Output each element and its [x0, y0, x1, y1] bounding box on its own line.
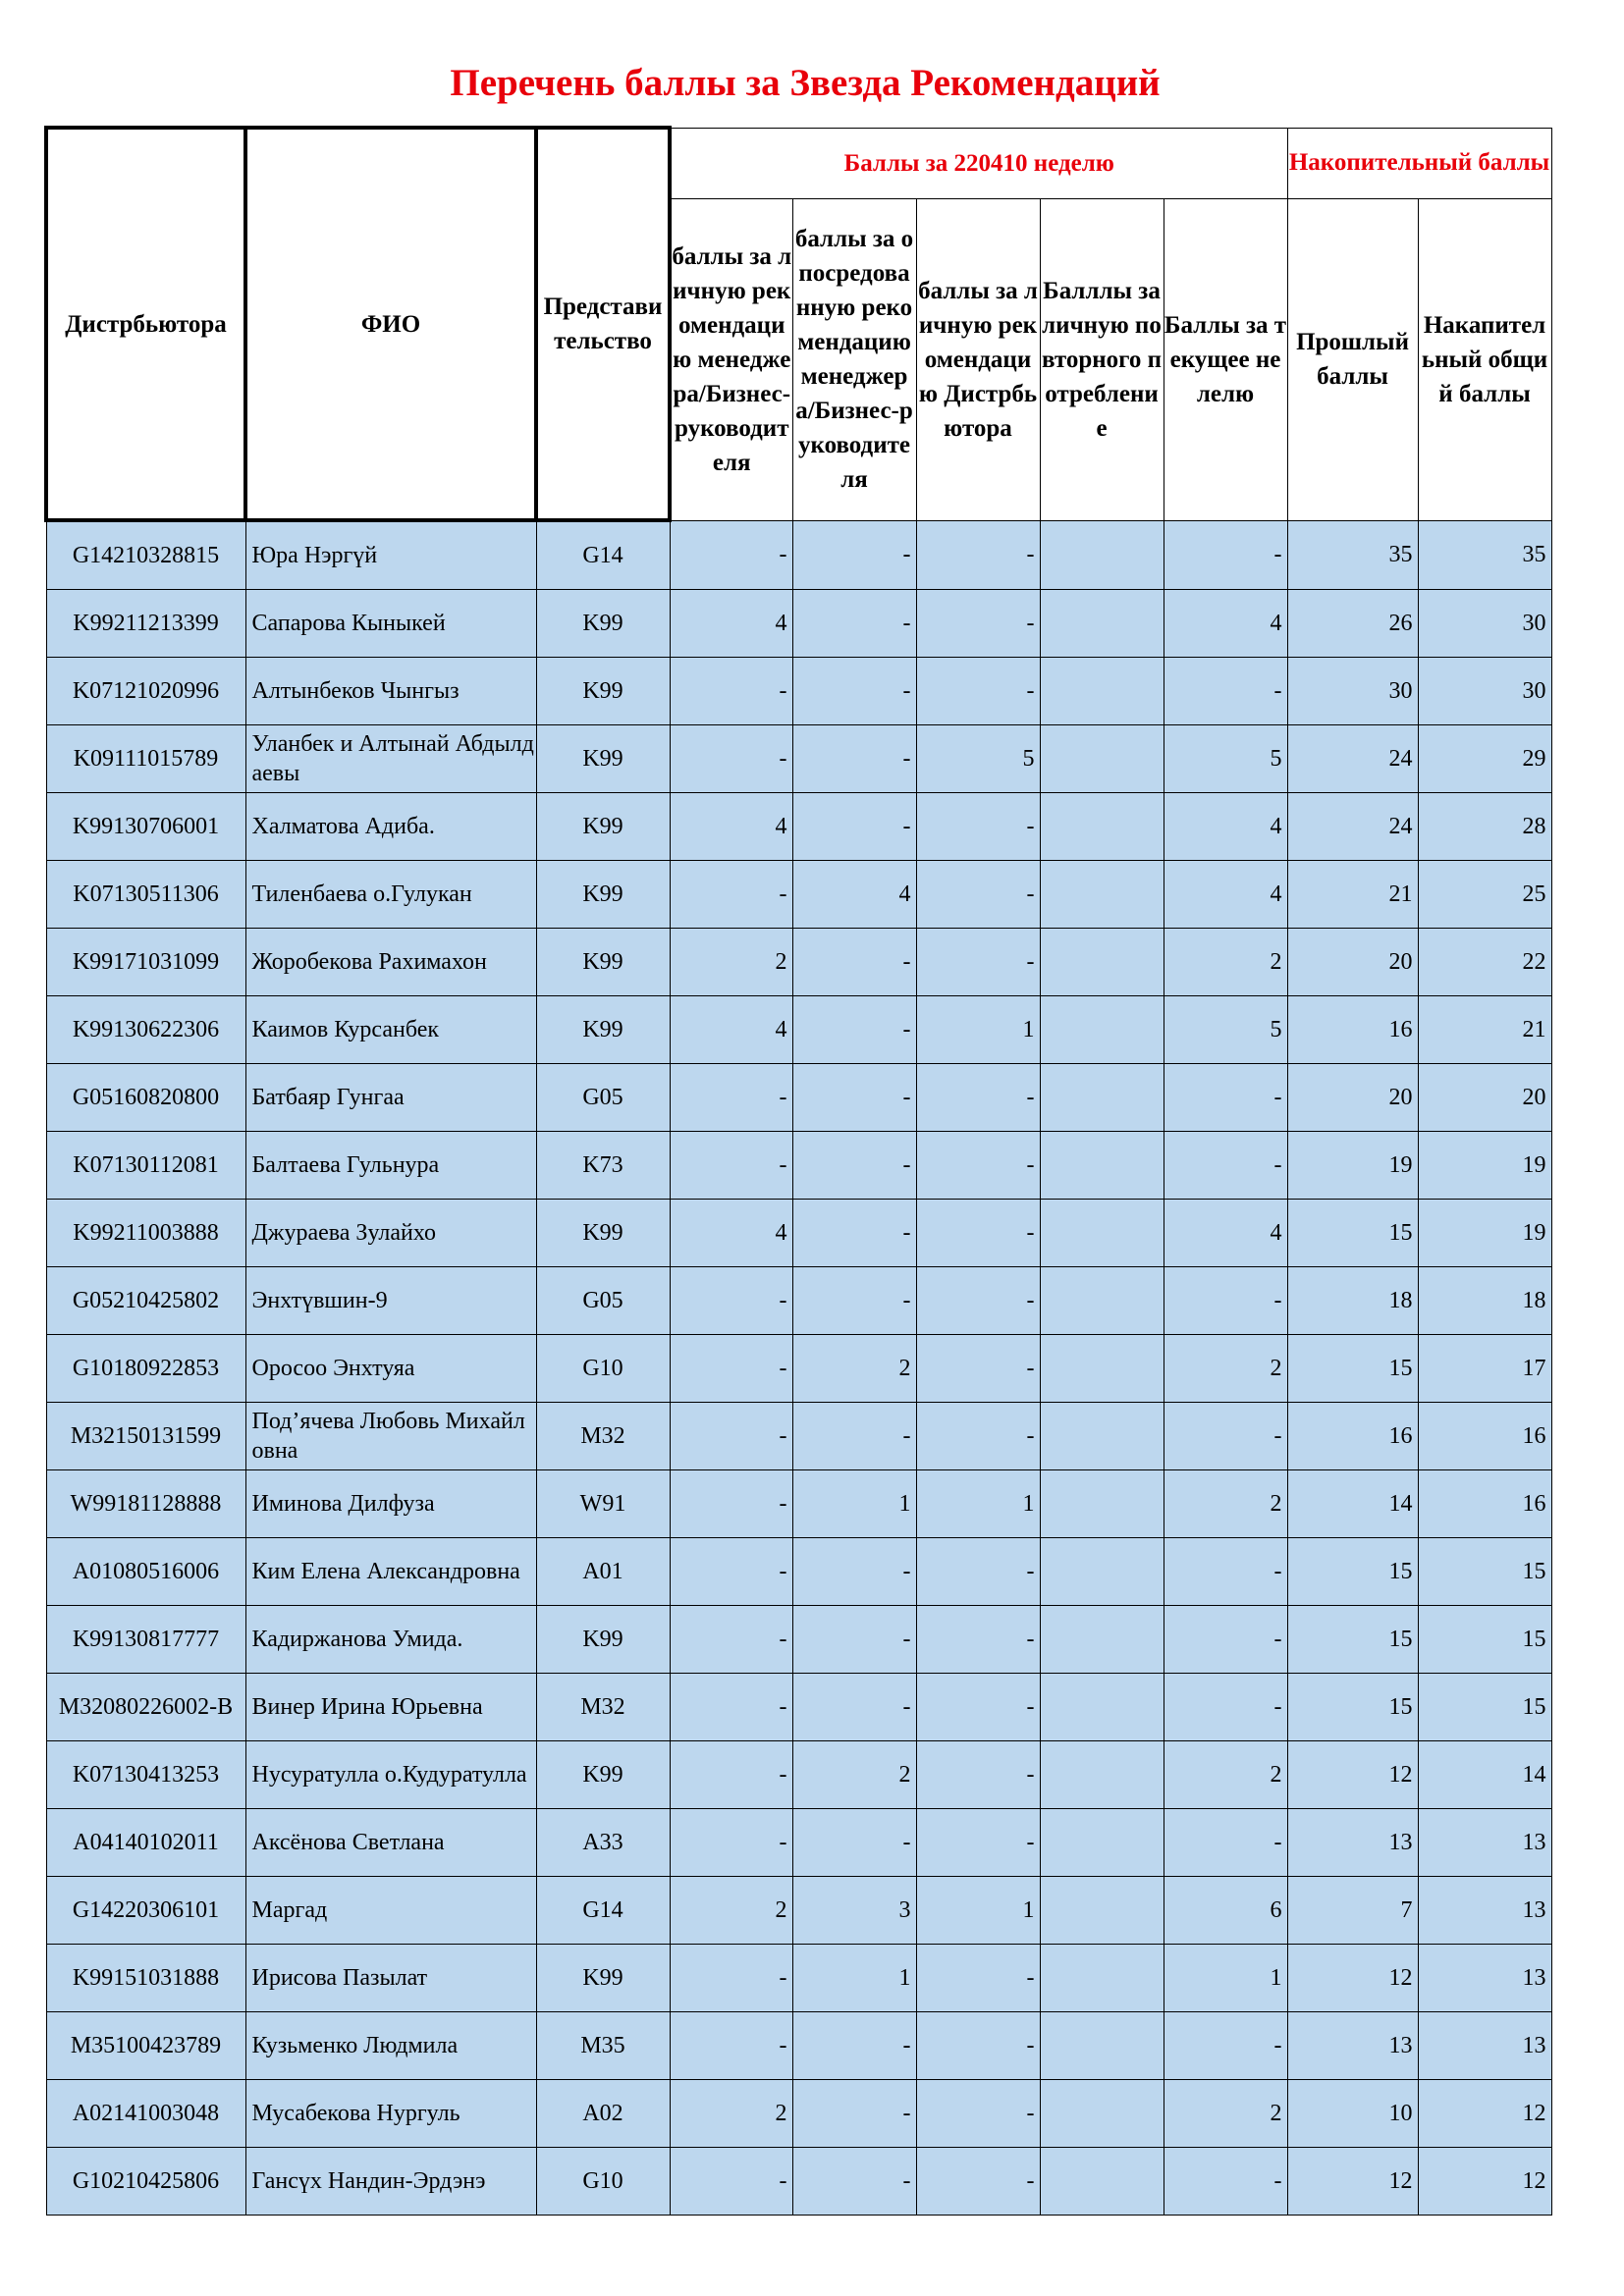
cell-repeat-personal: [1040, 1674, 1164, 1741]
cell-past-points: 16: [1287, 1403, 1418, 1470]
cell-fio: Джураева Зулайхо: [245, 1200, 536, 1267]
cell-indirect-manager: -: [792, 2012, 916, 2080]
cell-total-points: 35: [1418, 520, 1551, 590]
cell-indirect-manager: -: [792, 725, 916, 793]
table-row: [46, 2080, 1551, 2148]
cell-fio: Маргад: [245, 1877, 536, 1945]
table-row: [46, 520, 1551, 590]
cell-personal-distributor: -: [916, 929, 1040, 996]
cell-personal-distributor: -: [916, 1674, 1040, 1741]
cell-indirect-manager: -: [792, 2080, 916, 2148]
cell-repeat-personal: [1040, 1741, 1164, 1809]
cell-past-points: 15: [1287, 1606, 1418, 1674]
cell-personal-manager: 2: [670, 929, 792, 996]
cell-personal-manager: 4: [670, 1200, 792, 1267]
header-current-week: Баллы за текущее нелелю: [1164, 198, 1287, 520]
cell-past-points: 19: [1287, 1132, 1418, 1200]
header-indirect-manager: баллы за опосредованную рекомендацию менеджера/Бизнес-руководителя: [792, 198, 916, 520]
cell-total-points: 30: [1418, 658, 1551, 725]
cell-personal-manager: 2: [670, 2080, 792, 2148]
cell-past-points: 12: [1287, 1741, 1418, 1809]
cell-repeat-personal: [1040, 1606, 1164, 1674]
cell-personal-manager: 4: [670, 793, 792, 861]
cell-total-points: 17: [1418, 1335, 1551, 1403]
cell-personal-distributor: -: [916, 861, 1040, 929]
table-row: [46, 1809, 1551, 1877]
cell-past-points: 21: [1287, 861, 1418, 929]
cell-indirect-manager: -: [792, 658, 916, 725]
cell-distributor-id: G14210328815: [46, 520, 245, 590]
cell-current-week: 5: [1164, 725, 1287, 793]
cell-repeat-personal: [1040, 1470, 1164, 1538]
cell-current-week: -: [1164, 1538, 1287, 1606]
cell-personal-manager: -: [670, 861, 792, 929]
page-title: Перечень баллы за Звезда Рекомендаций: [450, 62, 1161, 104]
header-office: Представительство: [536, 128, 670, 520]
cell-current-week: -: [1164, 520, 1287, 590]
cell-distributor-id: K99211213399: [46, 590, 245, 658]
cell-personal-manager: -: [670, 1809, 792, 1877]
cell-distributor-id: G14220306101: [46, 1877, 245, 1945]
cell-personal-manager: -: [670, 1335, 792, 1403]
cell-current-week: 4: [1164, 793, 1287, 861]
cell-repeat-personal: [1040, 1132, 1164, 1200]
table-row: [46, 1064, 1551, 1132]
cell-total-points: 21: [1418, 996, 1551, 1064]
cell-office: G14: [536, 1877, 670, 1945]
cell-personal-manager: -: [670, 1064, 792, 1132]
cell-distributor-id: K99151031888: [46, 1945, 245, 2012]
cell-repeat-personal: [1040, 2012, 1164, 2080]
cell-total-points: 13: [1418, 2012, 1551, 2080]
cell-office: K99: [536, 658, 670, 725]
cell-office: K73: [536, 1132, 670, 1200]
cell-personal-distributor: -: [916, 1200, 1040, 1267]
header-personal-distributor: баллы за личную рекомендацию Дистрбьютора: [916, 198, 1040, 520]
cell-past-points: 13: [1287, 1809, 1418, 1877]
cell-repeat-personal: [1040, 725, 1164, 793]
cell-distributor-id: K99211003888: [46, 1200, 245, 1267]
cell-fio: Каимов Курсанбек: [245, 996, 536, 1064]
cell-current-week: -: [1164, 658, 1287, 725]
cell-distributor-id: G05210425802: [46, 1267, 245, 1335]
cell-distributor-id: M32150131599: [46, 1403, 245, 1470]
cell-personal-distributor: 1: [916, 996, 1040, 1064]
cell-distributor-id: M32080226002-B: [46, 1674, 245, 1741]
cell-office: W91: [536, 1470, 670, 1538]
cell-repeat-personal: [1040, 929, 1164, 996]
cell-past-points: 24: [1287, 725, 1418, 793]
cell-fio: Мусабекова Нургуль: [245, 2080, 536, 2148]
cell-total-points: 19: [1418, 1132, 1551, 1200]
cell-personal-manager: -: [670, 1538, 792, 1606]
cell-fio: Под’ячева Любовь Михайловна: [245, 1403, 536, 1470]
cell-total-points: 30: [1418, 590, 1551, 658]
cell-office: K99: [536, 1200, 670, 1267]
table-row: [46, 861, 1551, 929]
cell-repeat-personal: [1040, 2080, 1164, 2148]
cell-indirect-manager: -: [792, 1132, 916, 1200]
cell-office: K99: [536, 1741, 670, 1809]
cell-fio: Жоробекова Рахимахон: [245, 929, 536, 996]
cell-personal-distributor: -: [916, 793, 1040, 861]
cell-personal-distributor: 5: [916, 725, 1040, 793]
cell-personal-distributor: -: [916, 1064, 1040, 1132]
cell-distributor-id: G10210425806: [46, 2148, 245, 2216]
cell-personal-manager: 2: [670, 1877, 792, 1945]
cell-repeat-personal: [1040, 590, 1164, 658]
cell-fio: Юра Нэргүй: [245, 520, 536, 590]
cell-office: A01: [536, 1538, 670, 1606]
cell-total-points: 14: [1418, 1741, 1551, 1809]
cell-fio: Ким Елена Александровна: [245, 1538, 536, 1606]
cell-office: K99: [536, 1945, 670, 2012]
cell-fio: Сапарова Кыныкей: [245, 590, 536, 658]
cell-repeat-personal: [1040, 1200, 1164, 1267]
cell-repeat-personal: [1040, 1945, 1164, 2012]
cell-personal-manager: -: [670, 2012, 792, 2080]
cell-total-points: 18: [1418, 1267, 1551, 1335]
cell-indirect-manager: -: [792, 2148, 916, 2216]
cell-fio: Кузьменко Людмила: [245, 2012, 536, 2080]
header-fio: ФИО: [245, 128, 536, 520]
cell-current-week: -: [1164, 1809, 1287, 1877]
cell-past-points: 10: [1287, 2080, 1418, 2148]
cell-fio: Иминова Дилфуза: [245, 1470, 536, 1538]
cell-personal-distributor: 1: [916, 1470, 1040, 1538]
cell-past-points: 18: [1287, 1267, 1418, 1335]
cell-current-week: -: [1164, 1606, 1287, 1674]
cell-indirect-manager: -: [792, 793, 916, 861]
cell-indirect-manager: -: [792, 1809, 916, 1877]
cell-office: G14: [536, 520, 670, 590]
cell-personal-distributor: -: [916, 590, 1040, 658]
header-personal-manager: баллы за личную рекомендацию менеджера/Бизнес-руководителя: [670, 198, 792, 520]
cell-current-week: 2: [1164, 1741, 1287, 1809]
table-row: [46, 1945, 1551, 2012]
cell-fio: Оросоо Энхтуяа: [245, 1335, 536, 1403]
cell-past-points: 20: [1287, 929, 1418, 996]
cell-fio: Балтаева Гульнура: [245, 1132, 536, 1200]
cell-current-week: -: [1164, 1674, 1287, 1741]
cell-current-week: 2: [1164, 929, 1287, 996]
cell-indirect-manager: 2: [792, 1741, 916, 1809]
cell-past-points: 15: [1287, 1335, 1418, 1403]
cell-total-points: 19: [1418, 1200, 1551, 1267]
cell-distributor-id: K99130622306: [46, 996, 245, 1064]
cell-office: G10: [536, 2148, 670, 2216]
cell-personal-distributor: -: [916, 1335, 1040, 1403]
cell-distributor-id: G05160820800: [46, 1064, 245, 1132]
cell-past-points: 12: [1287, 1945, 1418, 2012]
cell-total-points: 20: [1418, 1064, 1551, 1132]
cell-personal-manager: -: [670, 1674, 792, 1741]
cell-personal-manager: -: [670, 658, 792, 725]
cell-fio: Тиленбаева о.Гулукан: [245, 861, 536, 929]
cell-indirect-manager: -: [792, 1538, 916, 1606]
table-row: [46, 1606, 1551, 1674]
cell-fio: Халматова Адиба.: [245, 793, 536, 861]
cell-current-week: -: [1164, 2148, 1287, 2216]
cell-current-week: 5: [1164, 996, 1287, 1064]
cell-personal-distributor: -: [916, 1945, 1040, 2012]
table-row: [46, 1470, 1551, 1538]
cell-indirect-manager: 1: [792, 1470, 916, 1538]
cell-personal-distributor: -: [916, 1809, 1040, 1877]
cell-distributor-id: K09111015789: [46, 725, 245, 793]
cell-distributor-id: K07130112081: [46, 1132, 245, 1200]
cell-fio: Ирисова Пазылат: [245, 1945, 536, 2012]
cell-repeat-personal: [1040, 2148, 1164, 2216]
cell-indirect-manager: -: [792, 1403, 916, 1470]
cell-past-points: 15: [1287, 1538, 1418, 1606]
cell-repeat-personal: [1040, 658, 1164, 725]
cell-indirect-manager: -: [792, 590, 916, 658]
cell-personal-distributor: 1: [916, 1877, 1040, 1945]
cell-personal-distributor: -: [916, 1403, 1040, 1470]
cell-repeat-personal: [1040, 1335, 1164, 1403]
cell-total-points: 22: [1418, 929, 1551, 996]
cell-fio: Нусуратулла о.Кудуратулла: [245, 1741, 536, 1809]
cell-indirect-manager: 2: [792, 1335, 916, 1403]
cell-distributor-id: A02141003048: [46, 2080, 245, 2148]
cell-office: K99: [536, 929, 670, 996]
cell-personal-distributor: -: [916, 1267, 1040, 1335]
table-row: [46, 996, 1551, 1064]
table-row: [46, 793, 1551, 861]
cell-current-week: 2: [1164, 2080, 1287, 2148]
cell-office: G10: [536, 1335, 670, 1403]
cell-personal-manager: -: [670, 1945, 792, 2012]
cell-current-week: 2: [1164, 1470, 1287, 1538]
cell-indirect-manager: 4: [792, 861, 916, 929]
cell-past-points: 13: [1287, 2012, 1418, 2080]
cell-personal-manager: 4: [670, 590, 792, 658]
cell-current-week: 4: [1164, 1200, 1287, 1267]
cell-office: K99: [536, 861, 670, 929]
cell-distributor-id: W99181128888: [46, 1470, 245, 1538]
cell-personal-manager: -: [670, 1403, 792, 1470]
cell-indirect-manager: 3: [792, 1877, 916, 1945]
header-repeat-personal: Балллы за личную повторного потребление: [1040, 198, 1164, 520]
cell-fio: Энхтүвшин-9: [245, 1267, 536, 1335]
table-row: [46, 1200, 1551, 1267]
cell-personal-distributor: -: [916, 1741, 1040, 1809]
cell-office: K99: [536, 793, 670, 861]
cell-current-week: -: [1164, 1403, 1287, 1470]
cell-past-points: 15: [1287, 1200, 1418, 1267]
cell-personal-manager: -: [670, 1606, 792, 1674]
table-row: [46, 1403, 1551, 1470]
cell-past-points: 14: [1287, 1470, 1418, 1538]
cell-current-week: 1: [1164, 1945, 1287, 2012]
cell-personal-manager: -: [670, 2148, 792, 2216]
header-week-group: Баллы за 220410 неделю: [670, 128, 1287, 198]
cell-personal-distributor: -: [916, 2148, 1040, 2216]
cell-personal-manager: 4: [670, 996, 792, 1064]
cell-distributor-id: A04140102011: [46, 1809, 245, 1877]
cell-repeat-personal: [1040, 793, 1164, 861]
table-row: [46, 929, 1551, 996]
header-cumulative-group: Накопительный баллы: [1287, 128, 1551, 198]
cell-distributor-id: A01080516006: [46, 1538, 245, 1606]
cell-office: M32: [536, 1403, 670, 1470]
cell-past-points: 15: [1287, 1674, 1418, 1741]
table-header: [46, 128, 1551, 520]
cell-current-week: 2: [1164, 1335, 1287, 1403]
cell-indirect-manager: -: [792, 1674, 916, 1741]
cell-personal-distributor: -: [916, 1538, 1040, 1606]
cell-past-points: 30: [1287, 658, 1418, 725]
cell-current-week: 6: [1164, 1877, 1287, 1945]
cell-distributor-id: K07130413253: [46, 1741, 245, 1809]
table-row: [46, 1132, 1551, 1200]
cell-personal-manager: -: [670, 1132, 792, 1200]
cell-repeat-personal: [1040, 1267, 1164, 1335]
cell-indirect-manager: -: [792, 1064, 916, 1132]
cell-repeat-personal: [1040, 1538, 1164, 1606]
table-row: [46, 2012, 1551, 2080]
cell-repeat-personal: [1040, 996, 1164, 1064]
cell-personal-manager: -: [670, 520, 792, 590]
cell-total-points: 16: [1418, 1470, 1551, 1538]
cell-total-points: 15: [1418, 1674, 1551, 1741]
cell-past-points: 26: [1287, 590, 1418, 658]
cell-fio: Винер Ирина Юрьевна: [245, 1674, 536, 1741]
cell-office: A33: [536, 1809, 670, 1877]
cell-office: K99: [536, 590, 670, 658]
cell-past-points: 16: [1287, 996, 1418, 1064]
cell-fio: Алтынбеков Чынгыз: [245, 658, 536, 725]
cell-total-points: 15: [1418, 1538, 1551, 1606]
cell-total-points: 29: [1418, 725, 1551, 793]
cell-distributor-id: K99130817777: [46, 1606, 245, 1674]
points-table: [44, 126, 1552, 2216]
cell-current-week: 4: [1164, 861, 1287, 929]
table-row: [46, 1538, 1551, 1606]
cell-past-points: 35: [1287, 520, 1418, 590]
cell-office: M35: [536, 2012, 670, 2080]
cell-office: M32: [536, 1674, 670, 1741]
cell-total-points: 13: [1418, 1809, 1551, 1877]
cell-repeat-personal: [1040, 1809, 1164, 1877]
cell-repeat-personal: [1040, 1403, 1164, 1470]
cell-office: G05: [536, 1064, 670, 1132]
cell-indirect-manager: -: [792, 929, 916, 996]
cell-fio: Кадиржанова Умида.: [245, 1606, 536, 1674]
cell-personal-distributor: -: [916, 1606, 1040, 1674]
cell-total-points: 25: [1418, 861, 1551, 929]
cell-indirect-manager: -: [792, 520, 916, 590]
table-row: [46, 1674, 1551, 1741]
cell-total-points: 15: [1418, 1606, 1551, 1674]
cell-personal-manager: -: [670, 1470, 792, 1538]
table-row: [46, 725, 1551, 793]
cell-current-week: -: [1164, 1267, 1287, 1335]
cell-office: K99: [536, 996, 670, 1064]
cell-past-points: 24: [1287, 793, 1418, 861]
header-past-points: Прошлый баллы: [1287, 198, 1418, 520]
cell-repeat-personal: [1040, 520, 1164, 590]
cell-total-points: 28: [1418, 793, 1551, 861]
header-total-points: Накапительный общий баллы: [1418, 198, 1551, 520]
cell-current-week: -: [1164, 1064, 1287, 1132]
cell-personal-distributor: -: [916, 2012, 1040, 2080]
cell-distributor-id: K99171031099: [46, 929, 245, 996]
table-row: [46, 1335, 1551, 1403]
cell-distributor-id: K07130511306: [46, 861, 245, 929]
cell-office: G05: [536, 1267, 670, 1335]
cell-distributor-id: K07121020996: [46, 658, 245, 725]
cell-personal-manager: -: [670, 1267, 792, 1335]
cell-personal-manager: -: [670, 725, 792, 793]
cell-personal-manager: -: [670, 1741, 792, 1809]
cell-current-week: -: [1164, 1132, 1287, 1200]
cell-distributor-id: K99130706001: [46, 793, 245, 861]
cell-past-points: 7: [1287, 1877, 1418, 1945]
cell-repeat-personal: [1040, 1877, 1164, 1945]
cell-total-points: 13: [1418, 1877, 1551, 1945]
cell-past-points: 20: [1287, 1064, 1418, 1132]
header-distributor: Дистрбьютора: [46, 128, 245, 520]
cell-office: K99: [536, 725, 670, 793]
cell-office: A02: [536, 2080, 670, 2148]
cell-fio: Гансүх Нандин-Эрдэнэ: [245, 2148, 536, 2216]
cell-fio: Батбаяр Гунгаа: [245, 1064, 536, 1132]
cell-repeat-personal: [1040, 861, 1164, 929]
cell-indirect-manager: -: [792, 1200, 916, 1267]
cell-distributor-id: M35100423789: [46, 2012, 245, 2080]
cell-indirect-manager: -: [792, 996, 916, 1064]
cell-total-points: 13: [1418, 1945, 1551, 2012]
cell-personal-distributor: -: [916, 1132, 1040, 1200]
table-body: [46, 520, 1551, 2216]
table-row: [46, 1267, 1551, 1335]
cell-indirect-manager: -: [792, 1606, 916, 1674]
cell-personal-distributor: -: [916, 520, 1040, 590]
cell-personal-distributor: -: [916, 658, 1040, 725]
table-row: [46, 1877, 1551, 1945]
cell-office: K99: [536, 1606, 670, 1674]
cell-fio: Уланбек и Алтынай Абдылдаевы: [245, 725, 536, 793]
cell-current-week: -: [1164, 2012, 1287, 2080]
table-row: [46, 658, 1551, 725]
cell-repeat-personal: [1040, 1064, 1164, 1132]
table-row: [46, 1741, 1551, 1809]
cell-total-points: 12: [1418, 2148, 1551, 2216]
cell-fio: Аксёнова Светлана: [245, 1809, 536, 1877]
cell-indirect-manager: -: [792, 1267, 916, 1335]
cell-current-week: 4: [1164, 590, 1287, 658]
cell-total-points: 12: [1418, 2080, 1551, 2148]
cell-indirect-manager: 1: [792, 1945, 916, 2012]
table-row: [46, 2148, 1551, 2216]
table-row: [46, 590, 1551, 658]
cell-total-points: 16: [1418, 1403, 1551, 1470]
cell-distributor-id: G10180922853: [46, 1335, 245, 1403]
cell-personal-distributor: -: [916, 2080, 1040, 2148]
cell-past-points: 12: [1287, 2148, 1418, 2216]
